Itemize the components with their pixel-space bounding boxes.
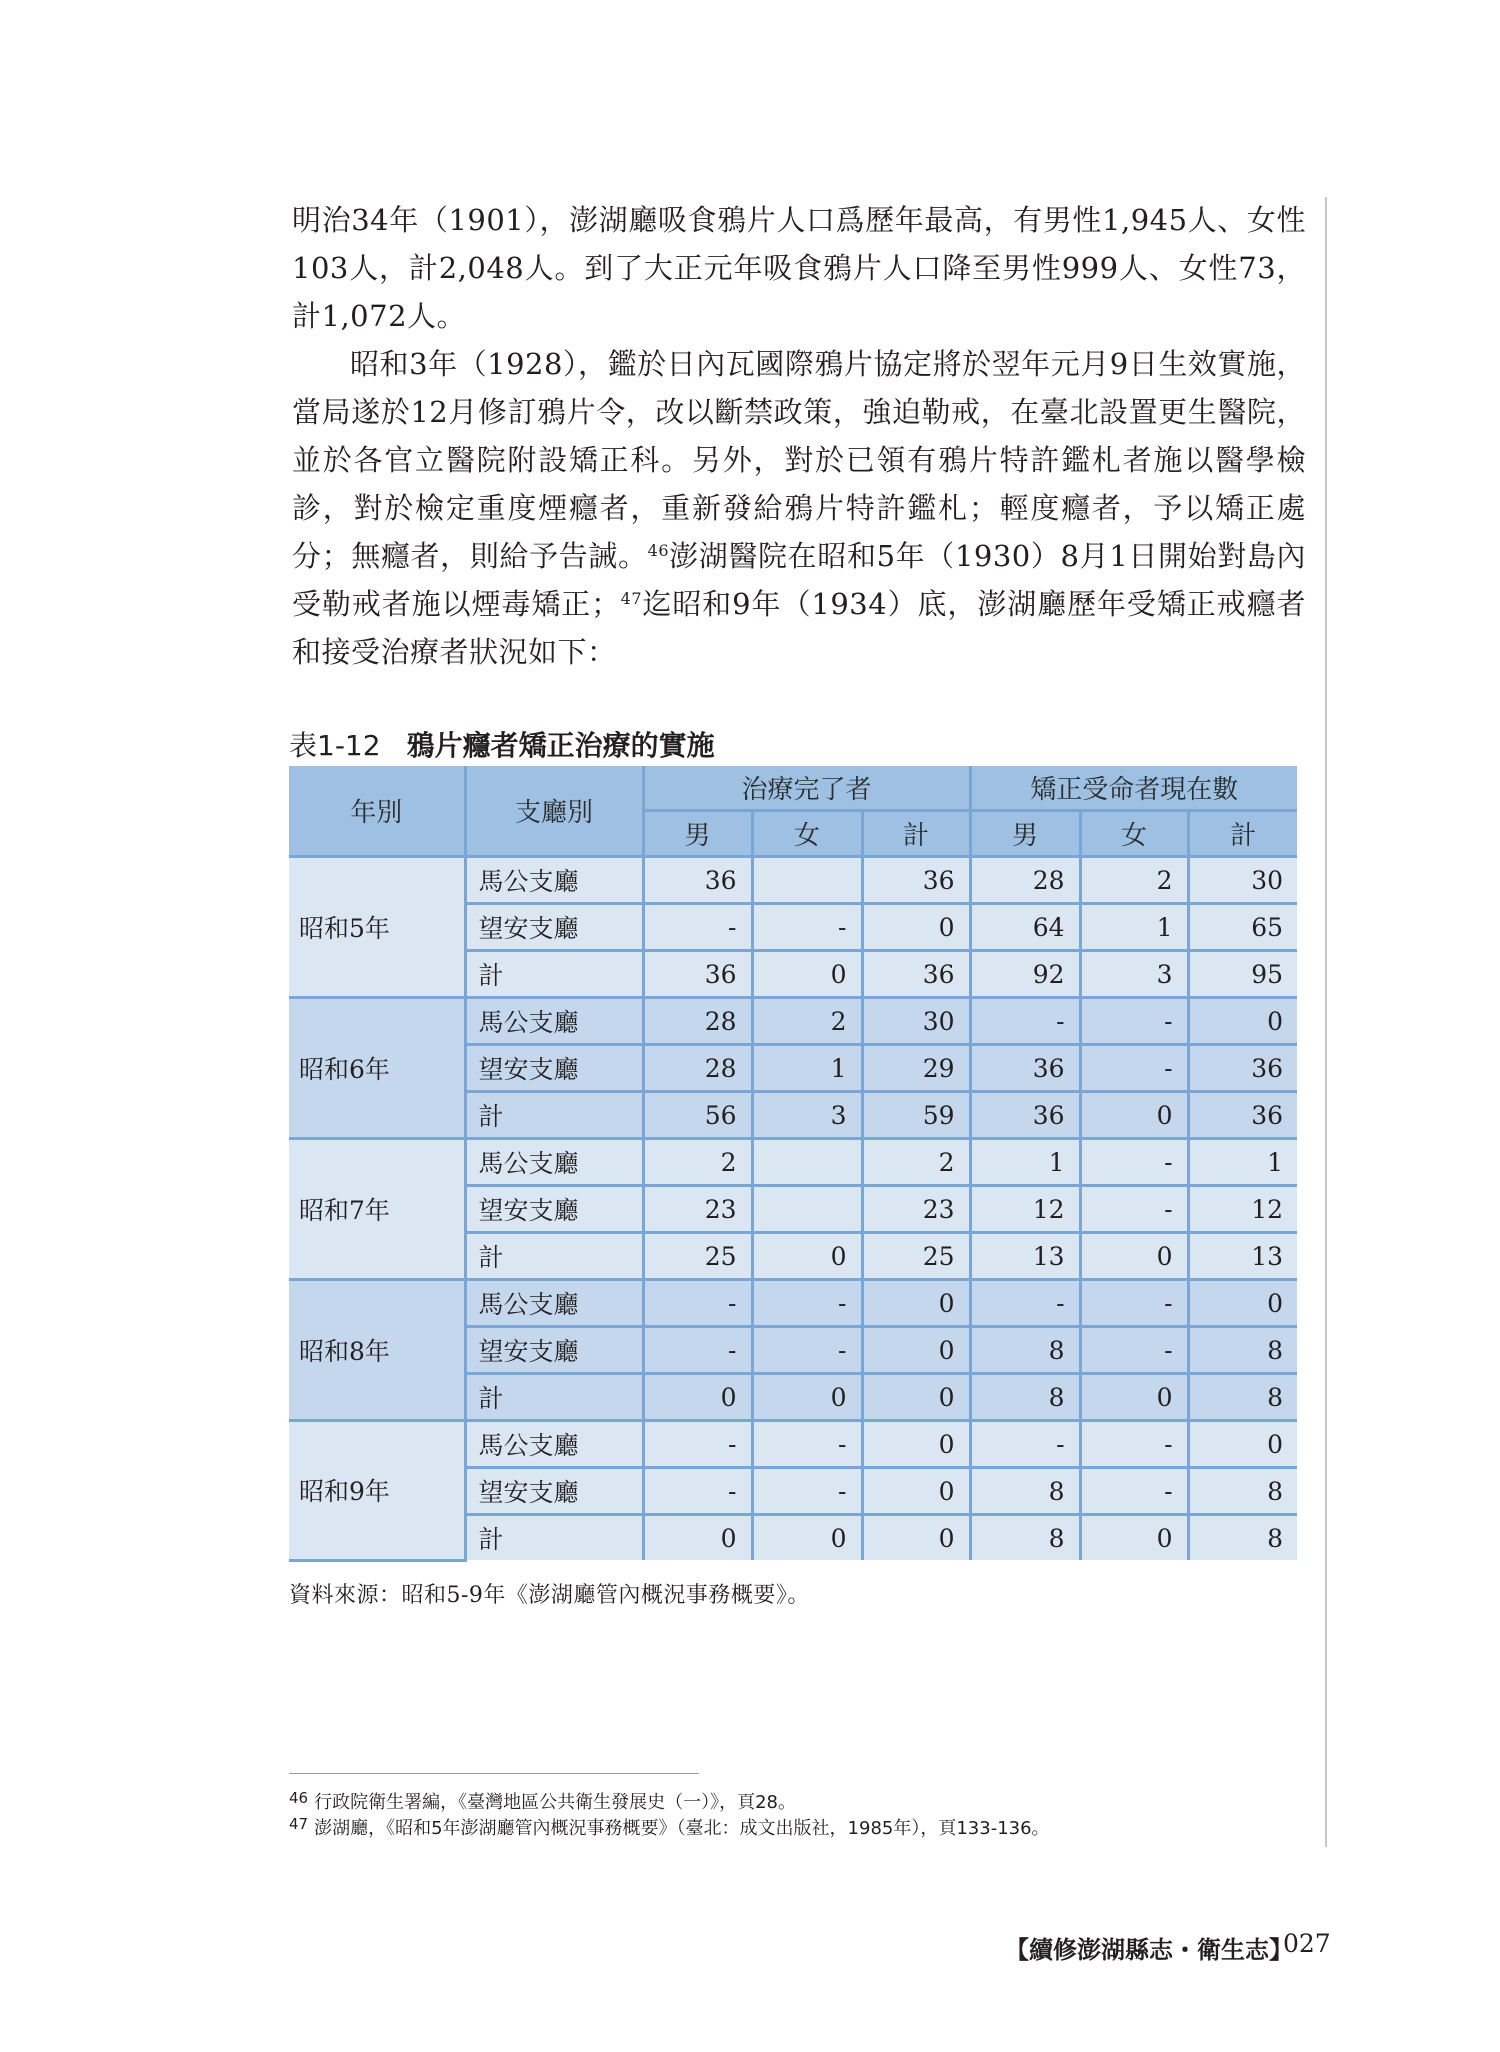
value-cell-c-f: 3 bbox=[752, 1092, 862, 1139]
value-cell-c-f: 0 bbox=[752, 1515, 862, 1561]
header-correction-female: 女 bbox=[1080, 811, 1188, 857]
value-cell-c-f: 0 bbox=[752, 951, 862, 998]
value-cell-r-t: 95 bbox=[1188, 951, 1297, 998]
table-body bbox=[289, 857, 1297, 1561]
value-cell-c-f: - bbox=[752, 1421, 862, 1468]
value-cell-r-t: 36 bbox=[1188, 1092, 1297, 1139]
value-cell-c-t: 0 bbox=[862, 1280, 970, 1327]
year-cell: 昭和7年 bbox=[289, 1139, 465, 1280]
value-cell-c-m: - bbox=[643, 1280, 752, 1327]
value-cell-r-f: 3 bbox=[1080, 951, 1188, 998]
paragraph-2-part-3: 迄昭和9年（1934）底，澎湖廳歷年受矯正戒癮者和接受治療者狀況如下： bbox=[292, 587, 1306, 669]
value-cell-c-t: 59 bbox=[862, 1092, 970, 1139]
value-cell-r-f: 0 bbox=[1080, 1092, 1188, 1139]
value-cell-c-t: 0 bbox=[862, 1515, 970, 1561]
table-title: 鴉片癮者矯正治療的實施 bbox=[406, 729, 715, 762]
header-year: 年別 bbox=[289, 766, 465, 857]
value-cell-r-t: 12 bbox=[1188, 1186, 1297, 1233]
value-cell-r-m: 13 bbox=[970, 1233, 1080, 1280]
table-number: 表1-12 bbox=[289, 729, 381, 762]
value-cell-c-t: 36 bbox=[862, 857, 970, 904]
footnote-47 bbox=[289, 1816, 1050, 1842]
value-cell-c-t: 2 bbox=[862, 1139, 970, 1186]
branch-cell: 馬公支廳 bbox=[465, 857, 643, 904]
footnote-46 bbox=[289, 1790, 1050, 1816]
value-cell-c-m: - bbox=[643, 904, 752, 951]
value-cell-c-f bbox=[752, 1139, 862, 1186]
value-cell-c-m: - bbox=[643, 1468, 752, 1515]
branch-cell: 望安支廳 bbox=[465, 1186, 643, 1233]
value-cell-r-m: 28 bbox=[970, 857, 1080, 904]
value-cell-r-t: 0 bbox=[1188, 1280, 1297, 1327]
paragraph-2 bbox=[292, 340, 1306, 676]
paragraph-2-part-2: 澎湖醫院在昭和5年（1930）8月1日開始對島內受勒戒者施以煙毒矯正； bbox=[292, 539, 1306, 621]
value-cell-c-m: 36 bbox=[643, 951, 752, 998]
value-cell-r-f: - bbox=[1080, 1327, 1188, 1374]
value-cell-r-f: - bbox=[1080, 1186, 1188, 1233]
value-cell-r-m: 36 bbox=[970, 1045, 1080, 1092]
value-cell-c-m: 23 bbox=[643, 1186, 752, 1233]
value-cell-c-f bbox=[752, 857, 862, 904]
table-row bbox=[289, 857, 1297, 904]
value-cell-c-t: 29 bbox=[862, 1045, 970, 1092]
value-cell-c-f: 0 bbox=[752, 1374, 862, 1421]
value-cell-c-m: 0 bbox=[643, 1374, 752, 1421]
value-cell-r-m: 8 bbox=[970, 1374, 1080, 1421]
header-completed-female: 女 bbox=[752, 811, 862, 857]
page-margin-rule bbox=[1325, 197, 1327, 1847]
branch-cell: 計 bbox=[465, 951, 643, 998]
value-cell-r-m: 1 bbox=[970, 1139, 1080, 1186]
footnotes bbox=[289, 1790, 1050, 1842]
value-cell-c-m: 56 bbox=[643, 1092, 752, 1139]
value-cell-r-t: 8 bbox=[1188, 1327, 1297, 1374]
value-cell-c-t: 30 bbox=[862, 998, 970, 1045]
value-cell-r-f: 0 bbox=[1080, 1374, 1188, 1421]
header-completed: 治療完了者 bbox=[643, 766, 970, 811]
value-cell-c-t: 0 bbox=[862, 1327, 970, 1374]
value-cell-r-t: 8 bbox=[1188, 1374, 1297, 1421]
value-cell-r-m: 8 bbox=[970, 1468, 1080, 1515]
value-cell-c-m: - bbox=[643, 1421, 752, 1468]
value-cell-r-t: 30 bbox=[1188, 857, 1297, 904]
branch-cell: 計 bbox=[465, 1092, 643, 1139]
branch-cell: 望安支廳 bbox=[465, 904, 643, 951]
footnote-ref-46[interactable]: 46 bbox=[647, 541, 669, 560]
value-cell-r-m: - bbox=[970, 1421, 1080, 1468]
value-cell-r-m: 8 bbox=[970, 1515, 1080, 1561]
value-cell-r-t: 0 bbox=[1188, 1421, 1297, 1468]
table-row bbox=[289, 1280, 1297, 1327]
page-number: 027 bbox=[1283, 1929, 1331, 1958]
value-cell-c-f bbox=[752, 1186, 862, 1233]
value-cell-c-f: - bbox=[752, 1327, 862, 1374]
value-cell-c-f: 1 bbox=[752, 1045, 862, 1092]
table-source: 資料來源：昭和5-9年《澎湖廳管內概況事務概要》。 bbox=[289, 1583, 810, 1608]
table-row bbox=[289, 1139, 1297, 1186]
branch-cell: 計 bbox=[465, 1233, 643, 1280]
value-cell-r-t: 1 bbox=[1188, 1139, 1297, 1186]
value-cell-c-m: 28 bbox=[643, 1045, 752, 1092]
header-under-correction: 矯正受命者現在數 bbox=[970, 766, 1297, 811]
header-completed-total: 計 bbox=[862, 811, 970, 857]
value-cell-r-m: 12 bbox=[970, 1186, 1080, 1233]
value-cell-r-m: 64 bbox=[970, 904, 1080, 951]
branch-cell: 馬公支廳 bbox=[465, 998, 643, 1045]
value-cell-c-t: 36 bbox=[862, 951, 970, 998]
footnote-ref-47[interactable]: 47 bbox=[620, 589, 643, 608]
value-cell-r-f: - bbox=[1080, 1045, 1188, 1092]
value-cell-c-m: - bbox=[643, 1327, 752, 1374]
year-cell: 昭和6年 bbox=[289, 998, 465, 1139]
branch-cell: 馬公支廳 bbox=[465, 1421, 643, 1468]
value-cell-c-f: 2 bbox=[752, 998, 862, 1045]
value-cell-r-m: 92 bbox=[970, 951, 1080, 998]
running-head: 【續修澎湖縣志・衛生志】 bbox=[1005, 1935, 1293, 1964]
footnote-number: 46 bbox=[289, 1789, 309, 1807]
table-caption bbox=[289, 724, 715, 764]
year-cell: 昭和5年 bbox=[289, 857, 465, 998]
value-cell-c-f: 0 bbox=[752, 1233, 862, 1280]
branch-cell: 馬公支廳 bbox=[465, 1139, 643, 1186]
value-cell-r-t: 8 bbox=[1188, 1515, 1297, 1561]
treatment-table bbox=[289, 766, 1297, 1562]
value-cell-r-t: 36 bbox=[1188, 1045, 1297, 1092]
paragraph-1: 明治34年（1901），澎湖廳吸食鴉片人口爲歷年最高，有男性1,945人、女性103人，計2,048人。到了大正元年吸食鴉片人口降至男性999人、女性73，計1,072人。 bbox=[292, 203, 1306, 333]
year-cell: 昭和8年 bbox=[289, 1280, 465, 1421]
value-cell-c-t: 0 bbox=[862, 1421, 970, 1468]
value-cell-c-f: - bbox=[752, 1468, 862, 1515]
value-cell-r-m: 8 bbox=[970, 1327, 1080, 1374]
value-cell-r-f: - bbox=[1080, 998, 1188, 1045]
value-cell-r-f: 0 bbox=[1080, 1233, 1188, 1280]
value-cell-r-f: 0 bbox=[1080, 1515, 1188, 1561]
footnote-number: 47 bbox=[289, 1815, 309, 1833]
body-text bbox=[292, 196, 1306, 676]
header-branch: 支廳別 bbox=[465, 766, 643, 857]
value-cell-c-t: 0 bbox=[862, 1374, 970, 1421]
value-cell-r-t: 8 bbox=[1188, 1468, 1297, 1515]
branch-cell: 望安支廳 bbox=[465, 1468, 643, 1515]
value-cell-r-m: - bbox=[970, 998, 1080, 1045]
value-cell-c-f: - bbox=[752, 1280, 862, 1327]
branch-cell: 望安支廳 bbox=[465, 1327, 643, 1374]
footnote-divider bbox=[289, 1773, 699, 1774]
header-correction-total: 計 bbox=[1188, 811, 1297, 857]
value-cell-r-f: - bbox=[1080, 1468, 1188, 1515]
branch-cell: 計 bbox=[465, 1515, 643, 1561]
value-cell-r-f: 2 bbox=[1080, 857, 1188, 904]
footnote-text: 行政院衛生署編，《臺灣地區公共衛生發展史（一）》，頁28。 bbox=[314, 1792, 796, 1813]
value-cell-c-m: 0 bbox=[643, 1515, 752, 1561]
value-cell-r-f: - bbox=[1080, 1280, 1188, 1327]
year-cell: 昭和9年 bbox=[289, 1421, 465, 1561]
value-cell-r-t: 0 bbox=[1188, 998, 1297, 1045]
value-cell-c-t: 0 bbox=[862, 1468, 970, 1515]
table-row bbox=[289, 1421, 1297, 1468]
header-correction-male: 男 bbox=[970, 811, 1080, 857]
value-cell-r-f: - bbox=[1080, 1139, 1188, 1186]
value-cell-r-f: 1 bbox=[1080, 904, 1188, 951]
paragraph-2-part-1: 昭和3年（1928），鑑於日內瓦國際鴉片協定將於翌年元月9日生效實施，當局遂於12月修訂鴉片令，改以斷禁政策，強迫勒戒，在臺北設置更生醫院，並於各官立醫院附設矯正科。另外，對於已領有鴉片特許鑑札者施以醫學檢診，對於檢定重度煙癮者，重新發給鴉片特許鑑札；輕度癮者，予以矯正處分；無癮者，則給予告誡。 bbox=[292, 347, 1306, 573]
branch-cell: 望安支廳 bbox=[465, 1045, 643, 1092]
branch-cell: 計 bbox=[465, 1374, 643, 1421]
value-cell-r-t: 65 bbox=[1188, 904, 1297, 951]
value-cell-c-t: 25 bbox=[862, 1233, 970, 1280]
header-completed-male: 男 bbox=[643, 811, 752, 857]
value-cell-c-m: 2 bbox=[643, 1139, 752, 1186]
value-cell-c-f: - bbox=[752, 904, 862, 951]
value-cell-c-m: 28 bbox=[643, 998, 752, 1045]
footnote-text: 澎湖廳，《昭和5年澎湖廳管內概況事務概要》（臺北：成文出版社，1985年），頁133-136。 bbox=[314, 1818, 1050, 1839]
value-cell-r-m: - bbox=[970, 1280, 1080, 1327]
value-cell-r-f: - bbox=[1080, 1421, 1188, 1468]
branch-cell: 馬公支廳 bbox=[465, 1280, 643, 1327]
table-row bbox=[289, 998, 1297, 1045]
value-cell-c-t: 0 bbox=[862, 904, 970, 951]
value-cell-c-m: 25 bbox=[643, 1233, 752, 1280]
value-cell-r-t: 13 bbox=[1188, 1233, 1297, 1280]
value-cell-c-m: 36 bbox=[643, 857, 752, 904]
value-cell-r-m: 36 bbox=[970, 1092, 1080, 1139]
value-cell-c-t: 23 bbox=[862, 1186, 970, 1233]
